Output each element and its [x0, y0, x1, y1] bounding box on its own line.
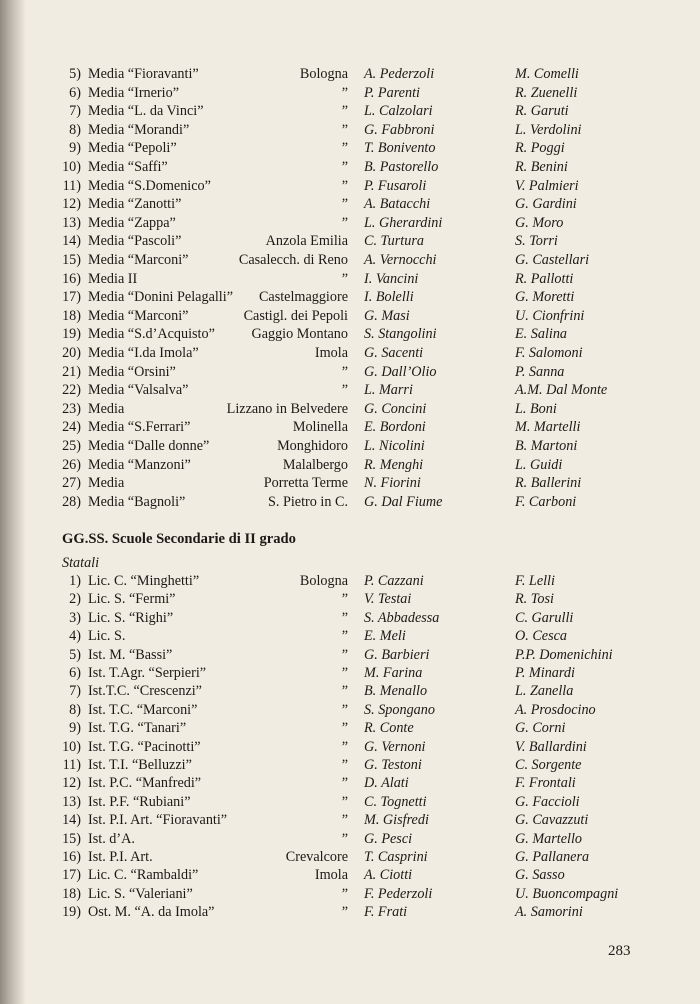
institution-name: Media “Manzoni” — [88, 456, 191, 473]
list-row — [0, 214, 700, 233]
location: ” — [341, 159, 348, 175]
location: ” — [341, 177, 348, 194]
delegate-name: G. Castellari — [515, 252, 590, 268]
president-name: N. Fiorini — [364, 475, 421, 492]
row-number: 28) — [62, 493, 81, 510]
president-name: G. Dal Fiume — [364, 493, 443, 510]
delegate-name: M. Martelli — [515, 419, 581, 436]
president-name: P. Fusaroli — [364, 177, 427, 194]
institution-name: Ist. P.I. Art. — [88, 849, 153, 865]
president-name: M. Gisfredi — [364, 812, 429, 829]
president-name: T. Casprini — [364, 849, 428, 865]
institution-name: Ost. M. “A. da Imola” — [88, 904, 215, 921]
delegate-name: U. Cionfrini — [515, 307, 585, 324]
list-row — [0, 363, 700, 382]
row-number: 18) — [62, 885, 81, 902]
list-row — [0, 664, 700, 683]
row-number: 17) — [62, 867, 81, 884]
president-name: C. Tognetti — [364, 793, 427, 810]
location: Bologna — [299, 66, 348, 82]
institution-name: Media “Zanotti” — [88, 196, 182, 213]
president-name: V. Testai — [364, 591, 412, 608]
delegate-name: L. Verdolini — [515, 121, 582, 138]
list-row — [0, 738, 700, 757]
delegate-name: G. Martello — [515, 830, 582, 847]
institution-name: Media “Valsalva” — [88, 382, 189, 399]
delegate-name: P. Sanna — [515, 363, 565, 380]
list-row — [0, 344, 700, 363]
location: ” — [341, 793, 348, 810]
row-number: 17) — [62, 289, 81, 306]
delegate-name: R. Tosi — [515, 591, 554, 608]
institution-name: Media “Marconi” — [88, 252, 189, 268]
institution-name: Lic. S. “Fermi” — [88, 591, 176, 608]
location: Monghidoro — [277, 438, 348, 454]
location: Malalbergo — [282, 456, 348, 473]
list-row — [0, 474, 700, 493]
location: Porretta Terme — [263, 475, 348, 492]
location: ” — [341, 812, 348, 829]
location: Bologna — [299, 573, 348, 589]
list-row — [0, 177, 700, 196]
institution-name: Media “S.d’Acquisto” — [88, 326, 215, 343]
delegate-name: G. Moretti — [515, 289, 575, 306]
delegate-name: F. Salomoni — [515, 345, 583, 361]
list-row — [0, 232, 700, 251]
institution-name: Media “Orsini” — [88, 363, 176, 380]
row-number: 24) — [62, 419, 81, 436]
institution-name: Media — [88, 475, 125, 492]
row-number: 1) — [69, 573, 81, 589]
delegate-name: M. Comelli — [515, 66, 579, 82]
delegate-name: A. Prosdocino — [515, 701, 596, 718]
row-number: 15) — [62, 830, 81, 847]
list-row — [0, 158, 700, 177]
delegate-name: C. Sorgente — [515, 757, 582, 773]
institution-name: Lic. C. “Minghetti” — [88, 573, 200, 589]
president-name: G. Barbieri — [364, 646, 430, 663]
row-number: 10) — [62, 738, 81, 755]
delegate-name: R. Benini — [515, 159, 568, 175]
list-row — [0, 102, 700, 121]
location: Imola — [314, 345, 348, 361]
delegate-name: V. Ballardini — [515, 738, 587, 755]
president-name: L. Nicolini — [364, 438, 425, 454]
delegate-name: G. Moro — [515, 214, 564, 231]
president-name: D. Alati — [364, 775, 409, 792]
delegate-name: L. Boni — [515, 400, 557, 417]
list-row — [0, 885, 700, 904]
location: Gaggio Montano — [251, 326, 348, 343]
list-row — [0, 682, 700, 701]
list-row — [0, 418, 700, 437]
president-name: S. Abbadessa — [364, 609, 440, 626]
row-number: 19) — [62, 326, 81, 343]
delegate-name: U. Buoncompagni — [515, 885, 619, 902]
president-name: L. Gherardini — [364, 214, 443, 231]
location: ” — [341, 738, 348, 755]
row-number: 2) — [69, 591, 81, 608]
list-row — [0, 830, 700, 849]
location: ” — [341, 609, 348, 626]
location: ” — [341, 775, 348, 792]
president-name: P. Parenti — [364, 84, 420, 101]
list-row — [0, 866, 700, 885]
delegate-name: F. Lelli — [515, 573, 555, 589]
president-name: A. Batacchi — [364, 196, 431, 213]
location: ” — [341, 84, 348, 101]
delegate-name: C. Garulli — [515, 609, 574, 626]
list-row — [0, 793, 700, 812]
list-row — [0, 756, 700, 775]
list-row — [0, 609, 700, 628]
location: Imola — [314, 867, 348, 884]
delegate-name: P.P. Domenichini — [515, 646, 613, 663]
president-name: T. Bonivento — [364, 140, 436, 157]
institution-name: Media “Zappa” — [88, 214, 176, 231]
row-number: 11) — [62, 757, 81, 773]
president-name: G. Dall’Olio — [364, 363, 437, 380]
president-name: F. Frati — [364, 904, 408, 921]
delegate-name: G. Cavazzuti — [515, 812, 589, 829]
list-row — [0, 903, 700, 922]
location: ” — [341, 382, 348, 399]
president-name: L. Calzolari — [364, 103, 433, 120]
institution-name: Ist.T.C. “Crescenzi” — [88, 683, 202, 700]
delegate-name: A. Samorini — [515, 904, 583, 921]
president-name: S. Spongano — [364, 701, 435, 718]
president-name: B. Pastorello — [364, 159, 439, 175]
president-name: B. Menallo — [364, 683, 428, 700]
president-name: A. Ciotti — [364, 867, 413, 884]
institution-name: Media “I.da Imola” — [88, 345, 199, 361]
delegate-name: E. Salina — [515, 326, 568, 343]
row-number: 7) — [69, 103, 81, 120]
delegate-name: G. Sasso — [515, 867, 565, 884]
location: ” — [341, 270, 348, 287]
row-number: 6) — [69, 84, 81, 101]
location: Anzola Emilia — [265, 233, 348, 250]
row-number: 25) — [62, 438, 81, 454]
row-number: 10) — [62, 159, 81, 175]
location: ” — [341, 103, 348, 120]
row-number: 12) — [62, 196, 81, 213]
location: ” — [341, 757, 348, 773]
list-row — [0, 811, 700, 830]
list-row — [0, 627, 700, 646]
president-name: R. Conte — [364, 720, 414, 737]
list-row — [0, 493, 700, 512]
location: ” — [341, 665, 348, 681]
institution-name: Media “Dalle donne” — [88, 438, 210, 454]
institution-name: Media “Bagnoli” — [88, 493, 186, 510]
location: Lizzano in Belvedere — [226, 400, 348, 417]
list-row — [0, 195, 700, 214]
institution-name: Ist. T.G. “Pacinotti” — [88, 738, 201, 755]
institution-name: Lic. S. “Valeriani” — [88, 885, 193, 902]
row-number: 4) — [69, 628, 81, 645]
row-number: 9) — [69, 720, 81, 737]
section-subtitle: Statali — [62, 555, 100, 571]
list-row — [0, 307, 700, 326]
president-name: A. Pederzoli — [364, 66, 435, 82]
delegate-name: R. Garuti — [515, 103, 569, 120]
institution-name: Ist. T.G. “Tanari” — [88, 720, 187, 737]
institution-name: Media “Marconi” — [88, 307, 189, 324]
delegate-name: R. Poggi — [515, 140, 565, 157]
list-row — [0, 590, 700, 609]
location: Molinella — [292, 419, 348, 436]
row-number: 15) — [62, 252, 81, 268]
row-number: 26) — [62, 456, 81, 473]
page-number: 283 — [608, 943, 631, 959]
row-number: 23) — [62, 400, 81, 417]
delegate-name: O. Cesca — [515, 628, 568, 645]
institution-name: Ist. T.I. “Belluzzi” — [88, 757, 192, 773]
institution-name: Media “S.Ferrari” — [88, 419, 191, 436]
president-name: G. Concini — [364, 400, 427, 417]
list-row — [0, 84, 700, 103]
location: ” — [341, 121, 348, 138]
president-name: M. Farina — [364, 665, 423, 681]
row-number: 27) — [62, 475, 81, 492]
president-name: G. Masi — [364, 307, 410, 324]
institution-name: Ist. M. “Bassi” — [88, 646, 173, 663]
row-number: 5) — [69, 646, 81, 663]
row-number: 14) — [62, 812, 81, 829]
list-row — [0, 325, 700, 344]
delegate-name: G. Corni — [515, 720, 566, 737]
row-number: 5) — [69, 66, 81, 82]
row-number: 21) — [62, 363, 81, 380]
president-name: G. Vernoni — [364, 738, 426, 755]
institution-name: Media “Fioravanti” — [88, 66, 199, 82]
row-number: 11) — [62, 177, 81, 194]
list-row — [0, 65, 700, 84]
location: ” — [341, 140, 348, 157]
location: S. Pietro in C. — [267, 493, 348, 510]
delegate-name: F. Frontali — [515, 775, 576, 792]
president-name: C. Turtura — [364, 233, 424, 250]
list-row — [0, 381, 700, 400]
president-name: R. Menghi — [364, 456, 424, 473]
institution-name: Media “S.Domenico” — [88, 177, 211, 194]
institution-name: Ist. P.I. Art. “Fioravanti” — [88, 812, 228, 829]
institution-name: Ist. P.C. “Manfredi” — [88, 775, 202, 792]
row-number: 16) — [62, 849, 81, 865]
delegate-name: V. Palmieri — [515, 177, 579, 194]
institution-name: Media “Donini Pelagalli” — [88, 289, 233, 306]
delegate-name: S. Torri — [515, 233, 558, 250]
institution-name: Media “Irnerio” — [88, 84, 179, 101]
institution-name: Media “Morandi” — [88, 121, 190, 138]
location: ” — [341, 628, 348, 645]
row-number: 19) — [62, 904, 81, 921]
institution-name: Media II — [88, 270, 138, 287]
president-name: P. Cazzani — [364, 573, 424, 589]
president-name: S. Stangolini — [364, 326, 437, 343]
list-row — [0, 121, 700, 140]
list-row — [0, 400, 700, 419]
list-row — [0, 251, 700, 270]
row-number: 22) — [62, 382, 81, 399]
row-number: 7) — [69, 683, 81, 700]
row-number: 8) — [69, 701, 81, 718]
row-number: 18) — [62, 307, 81, 324]
list-row — [0, 719, 700, 738]
location: ” — [341, 904, 348, 921]
president-name: I. Bolelli — [364, 289, 414, 306]
row-number: 13) — [62, 793, 81, 810]
list-row — [0, 270, 700, 289]
location: ” — [341, 830, 348, 847]
president-name: G. Fabbroni — [364, 121, 435, 138]
location: ” — [341, 683, 348, 700]
president-name: L. Marri — [364, 382, 413, 399]
president-name: G. Sacenti — [364, 345, 424, 361]
list-row — [0, 456, 700, 475]
row-number: 9) — [69, 140, 81, 157]
row-number: 13) — [62, 214, 81, 231]
delegate-name: L. Guidi — [515, 456, 563, 473]
list-row — [0, 774, 700, 793]
institution-name: Media “Pepoli” — [88, 140, 177, 157]
list-row — [0, 646, 700, 665]
institution-name: Ist. T.Agr. “Serpieri” — [88, 665, 207, 681]
location: ” — [341, 196, 348, 213]
delegate-name: R. Ballerini — [515, 475, 582, 492]
president-name: I. Vancini — [364, 270, 419, 287]
delegate-name: G. Pallanera — [515, 849, 590, 865]
institution-name: Ist. P.F. “Rubiani” — [88, 793, 191, 810]
row-number: 8) — [69, 121, 81, 138]
list-row — [0, 288, 700, 307]
president-name: F. Pederzoli — [364, 885, 433, 902]
institution-name: Ist. d’A. — [88, 830, 135, 847]
delegate-name: G. Gardini — [515, 196, 577, 213]
delegate-name: A.M. Dal Monte — [515, 382, 608, 399]
delegate-name: R. Pallotti — [515, 270, 574, 287]
row-number: 3) — [69, 609, 81, 626]
president-name: G. Testoni — [364, 757, 422, 773]
delegate-name: G. Faccioli — [515, 793, 580, 810]
location: Castigl. dei Pepoli — [243, 307, 348, 324]
location: Crevalcore — [285, 849, 348, 865]
delegate-name: R. Zuenelli — [515, 84, 578, 101]
section-title: GG.SS. Scuole Secondarie di II grado — [62, 531, 296, 547]
president-name: G. Pesci — [364, 830, 413, 847]
institution-name: Media “Saffi” — [88, 159, 168, 175]
location: ” — [341, 720, 348, 737]
location: Casalecch. di Reno — [238, 252, 348, 268]
institution-name: Media “Pascoli” — [88, 233, 182, 250]
list-row — [0, 437, 700, 456]
location: ” — [341, 646, 348, 663]
institution-name: Lic. S. — [88, 628, 126, 645]
list-row — [0, 139, 700, 158]
location: ” — [341, 885, 348, 902]
president-name: E. Meli — [364, 628, 406, 645]
institution-name: Media “L. da Vinci” — [88, 103, 204, 120]
institution-name: Lic. C. “Rambaldi” — [88, 867, 199, 884]
row-number: 6) — [69, 665, 81, 681]
location: Castelmaggiore — [258, 289, 348, 306]
list-row — [0, 848, 700, 867]
row-number: 12) — [62, 775, 81, 792]
institution-name: Lic. S. “Righi” — [88, 609, 174, 626]
location: ” — [341, 701, 348, 718]
location: ” — [341, 214, 348, 231]
list-row — [0, 701, 700, 720]
list-row — [0, 572, 700, 591]
delegate-name: P. Minardi — [515, 665, 575, 681]
row-number: 14) — [62, 233, 81, 250]
location: ” — [341, 363, 348, 380]
institution-name: Ist. T.C. “Marconi” — [88, 701, 198, 718]
row-number: 20) — [62, 345, 81, 361]
delegate-name: B. Martoni — [515, 438, 578, 454]
president-name: A. Vernocchi — [364, 252, 437, 268]
location: ” — [341, 591, 348, 608]
president-name: E. Bordoni — [364, 419, 426, 436]
row-number: 16) — [62, 270, 81, 287]
institution-name: Media — [88, 400, 125, 417]
delegate-name: F. Carboni — [515, 493, 577, 510]
delegate-name: L. Zanella — [515, 683, 574, 700]
